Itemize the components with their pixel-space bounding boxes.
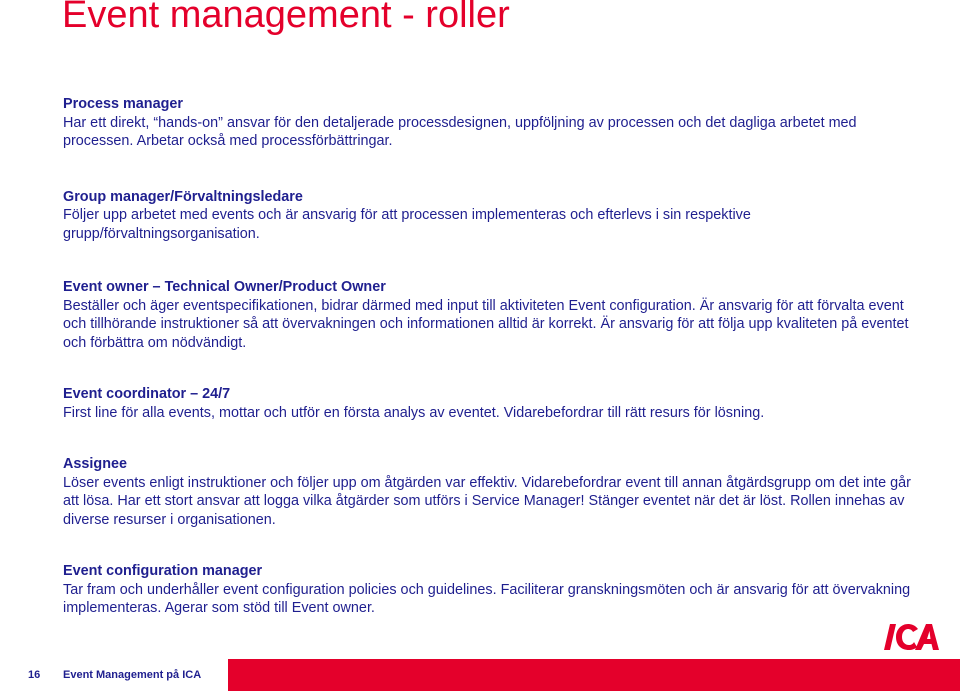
page-title: Event management - roller: [62, 0, 510, 36]
role-description: First line för alla events, mottar och utför en första analys av eventet. Vidarebefordrar till rätt resurs för lösning.: [63, 404, 765, 421]
role-title: Event configuration manager: [63, 563, 263, 579]
role-group-manager: [63, 188, 923, 244]
roles-list: [63, 95, 923, 618]
role-event-coordinator: [63, 385, 923, 422]
page-number: 16: [28, 669, 41, 681]
role-description: Tar fram och underhåller event configuration policies och guidelines. Faciliterar granskningsmöten och är ansvarig för att övervakning implementeras. Agerar som stöd till Event owner.: [63, 581, 911, 616]
role-title: Assignee: [63, 456, 127, 472]
role-event-configuration-manager: [63, 562, 923, 618]
footer-text: Event Management på ICA: [63, 669, 202, 681]
role-description: Löser events enligt instruktioner och följer upp om åtgärden var effektiv. Vidarebefordrar event till annan åtgärdsgrupp om det inte går att lösa. Har ett stort ansvar att logga vilka åtgärder som utförs i Service Manager! Stänger eventet när det är löst. Rollen innehas av diverse resurser i organisationen.: [63, 474, 911, 528]
role-assignee: [63, 455, 923, 529]
role-title: Process manager: [63, 96, 183, 112]
role-title: Event owner – Technical Owner/Product Owner: [63, 279, 386, 295]
role-event-owner: [63, 278, 923, 352]
role-process-manager: [63, 95, 923, 151]
role-description: Beställer och äger eventspecifikationen, bidrar därmed med input till aktiviteten Event configuration. Är ansvarig för att förvalta event och tillhörande instruktioner så att övervakningen och informationen alltid är korrekt. Är ansvarig för att följa upp kvaliteten på eventet och förbättra om nödvändigt.: [63, 297, 909, 351]
ica-logo-icon: [882, 618, 940, 652]
role-title: Group manager/Förvaltningsledare: [63, 188, 303, 205]
role-title: Event coordinator – 24/7: [63, 386, 231, 402]
role-description: Har ett direkt, “hands-on” ansvar för den detaljerade processdesignen, uppföljning av processen och det dagliga arbetet med processen. Arbetar också med processförbättringar.: [63, 114, 857, 149]
role-description: Följer upp arbetet med events och är ansvarig för att processen implementeras och efterlevs i sin respektive grupp/förvaltningsorganisation.: [63, 207, 751, 242]
